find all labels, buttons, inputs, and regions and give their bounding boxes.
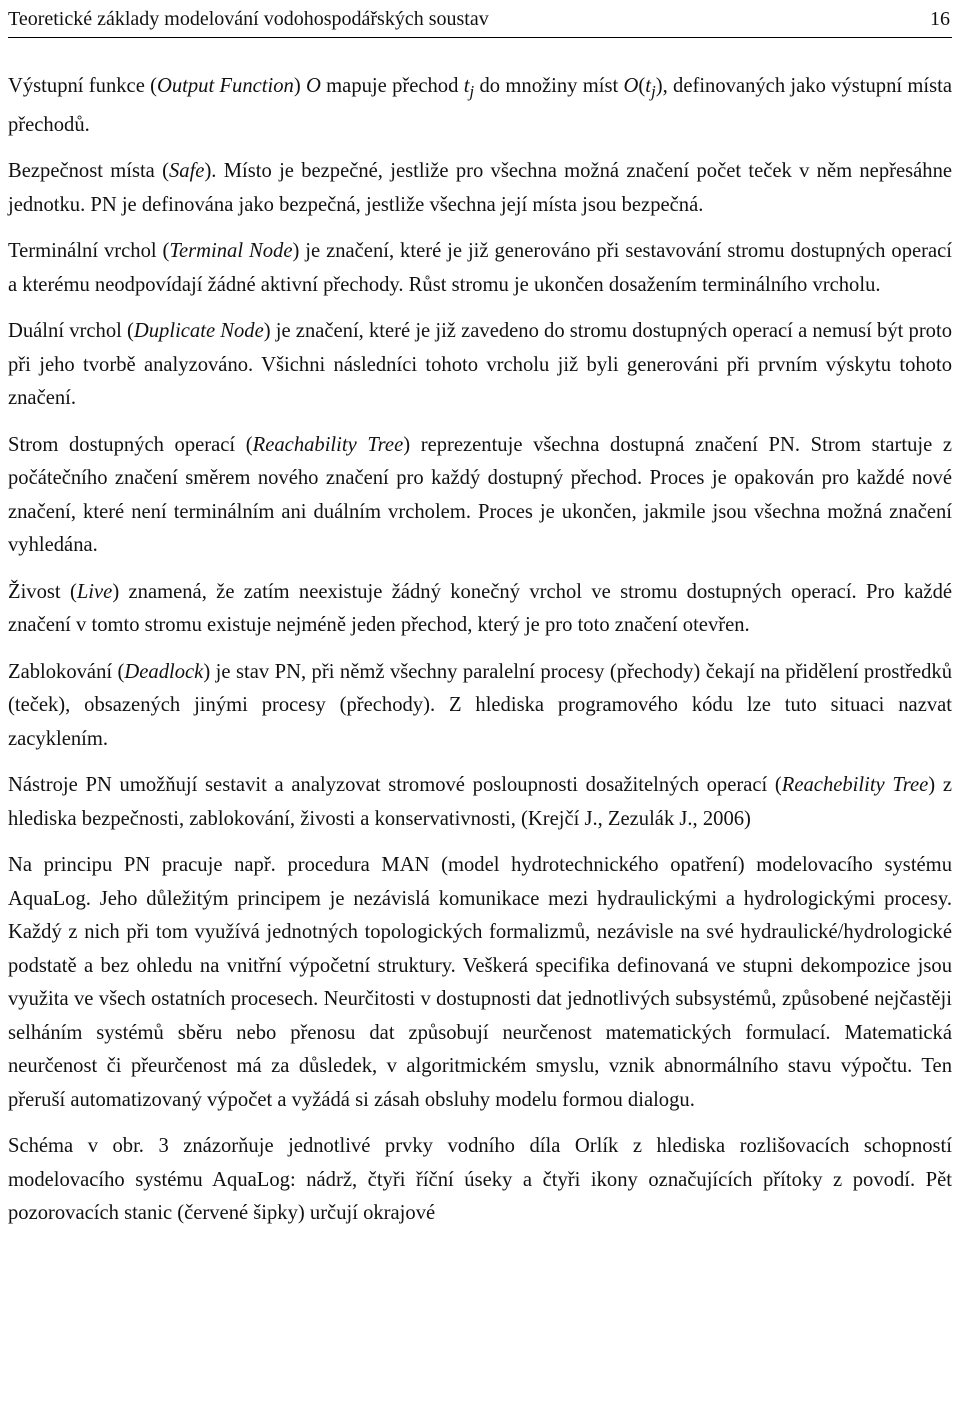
paragraph-man-procedure [8,849,952,1117]
paragraph-deadlock [8,656,952,757]
text-run: ) je značení, které je již zavedeno do stromu dostupných operací a nemusí být proto při jeho tvorbě analyzováno. Všichni následníci tohoto vrcholu již byli generováni při prvním výskytu tohoto značení. [8,320,952,410]
term-italic: Safe [168,160,205,183]
text-run: ( [638,75,646,97]
paragraph-safe [8,155,952,222]
term-italic: Reachebility Tree [781,774,929,797]
term-italic: Output Function [156,75,294,97]
term-italic: Deadlock [124,660,204,683]
paragraph-duplicate-node [8,315,952,416]
symbol-italic: t [645,75,651,97]
text-run: Duální vrchol ( [8,320,134,343]
header-title: Teoretické základy modelování vodohospodářských soustav [8,8,489,30]
symbol-italic: O [306,75,321,97]
paragraph-live [8,576,952,643]
text-run: Živost ( [8,580,77,603]
subscript: j [650,82,656,102]
paragraph-terminal-node [8,235,952,302]
text-run: ) z hlediska bezpečnosti, zablokování, živosti a konservativnosti, (Krejčí J., Zezulák J., 2006) [8,774,952,830]
text-run: ). Místo je bezpečné, jestliže pro všechna možná značení počet teček v něm nepřesáhne jednotku. PN je definována jako bezpečná, jestliže všechna její místa jsou bezpečná. [8,160,953,216]
text-run: Nástroje PN umožňují sestavit a analyzovat stromové posloupnosti dosažitelných operací ( [8,774,782,797]
text-run: ) znamená, že zatím neexistuje žádný konečný vrchol ve stromu dostupných operací. Pro každé značení v tomto stromu existuje nejméně jeden přechod, který je pro toto značení otevřen. [8,580,953,637]
paragraph-output-function [8,70,952,142]
text-run: ), definovaných jako výstupní místa přechodů. [8,75,953,136]
text-run: Strom dostupných operací ( [8,433,253,456]
text-run: ) je značení, které je již generováno při sestavování stromu dostupných operací a kterému neodpovídají žádné aktivní přechody. Růst stromu je ukončen dosažením terminálního vrcholu. [8,240,952,296]
paragraph-schema [8,1130,952,1231]
text-run: mapuje přechod [320,75,464,97]
text-run: Bezpečnost místa ( [8,160,169,183]
term-italic: Terminal Node [169,240,293,263]
text-run: ) je stav PN, při němž všechny paralelní procesy (přechody) čekají na přidělení prostředků (teček), obsazených jinými procesy (přechody). Z hlediska programového kódu lze tuto situaci nazvat zacyklením. [8,660,953,750]
paragraph-reachability-tree [8,429,952,563]
text-run: do množiny míst [474,75,624,97]
text-run: Terminální vrchol ( [8,240,170,263]
text-run: ) [293,75,306,97]
symbol-italic: t [463,75,470,97]
body-text [8,70,952,1244]
page-number: 16 [930,8,950,30]
text-run: ) reprezentuje všechna dostupná značení PN. Strom startuje z počátečního značení směrem nového značení pro každý dostupný přechod. Proces je opakován pro každé nové značení, které není terminálním ani duálním vrcholem. Proces je ukončen, jakmile jsou všechna možná značení vyhledána. [8,433,953,557]
text-run: Na principu PN pracuje např. procedura MAN (model hydrotechnického opatření) modelovacího systému AquaLog. Jeho důležitým principem je nezávislá komunikace mezi hydraulickými a hydrologickými procesy. Každý z nich při tom využívá jednotných topologických formalizmů, nezávisle na své hydraulické/hydrologické podstatě a bez ohledu na vnitřní výpočetní struktury. Veškerá specifika definovaná ve stupni dekompozice jsou využita ve všech ostatních procesech. Neurčitosti v dostupnosti dat jednotlivých subsystémů, způsobené nejčastěji selháním systémů sběru nebo přenosu dat způsobují neurčenost matematických formulací. Matematická neurčenost či přeurčenost má za důsledek, v algoritmickém smyslu, vznik abnormálního stavu výpočtu. Ten přeruší automatizovaný výpočet a vyžádá si zásah obsluhy modelu formou dialogu. [8,854,952,1111]
text-run: Schéma v obr. 3 znázorňuje jednotlivé prvky vodního díla Orlík z hlediska rozlišovacích schopností modelovacího systému AquaLog: nádrž, čtyři říční úseky a čtyři ikony označujících přítoky z povodí. Pět pozorovacích stanic (červené šipky) určují okrajové [8,1135,952,1225]
term-italic: Live [76,580,113,603]
symbol-italic: O [623,75,639,97]
term-italic: Duplicate Node [133,320,264,343]
term-italic: Reachability Tree [252,433,404,456]
text-run: Zablokování ( [8,660,125,683]
subscript: j [469,82,475,102]
text-run: Výstupní funkce ( [8,75,157,97]
paragraph-pn-tools [8,769,952,836]
running-header [8,0,952,38]
